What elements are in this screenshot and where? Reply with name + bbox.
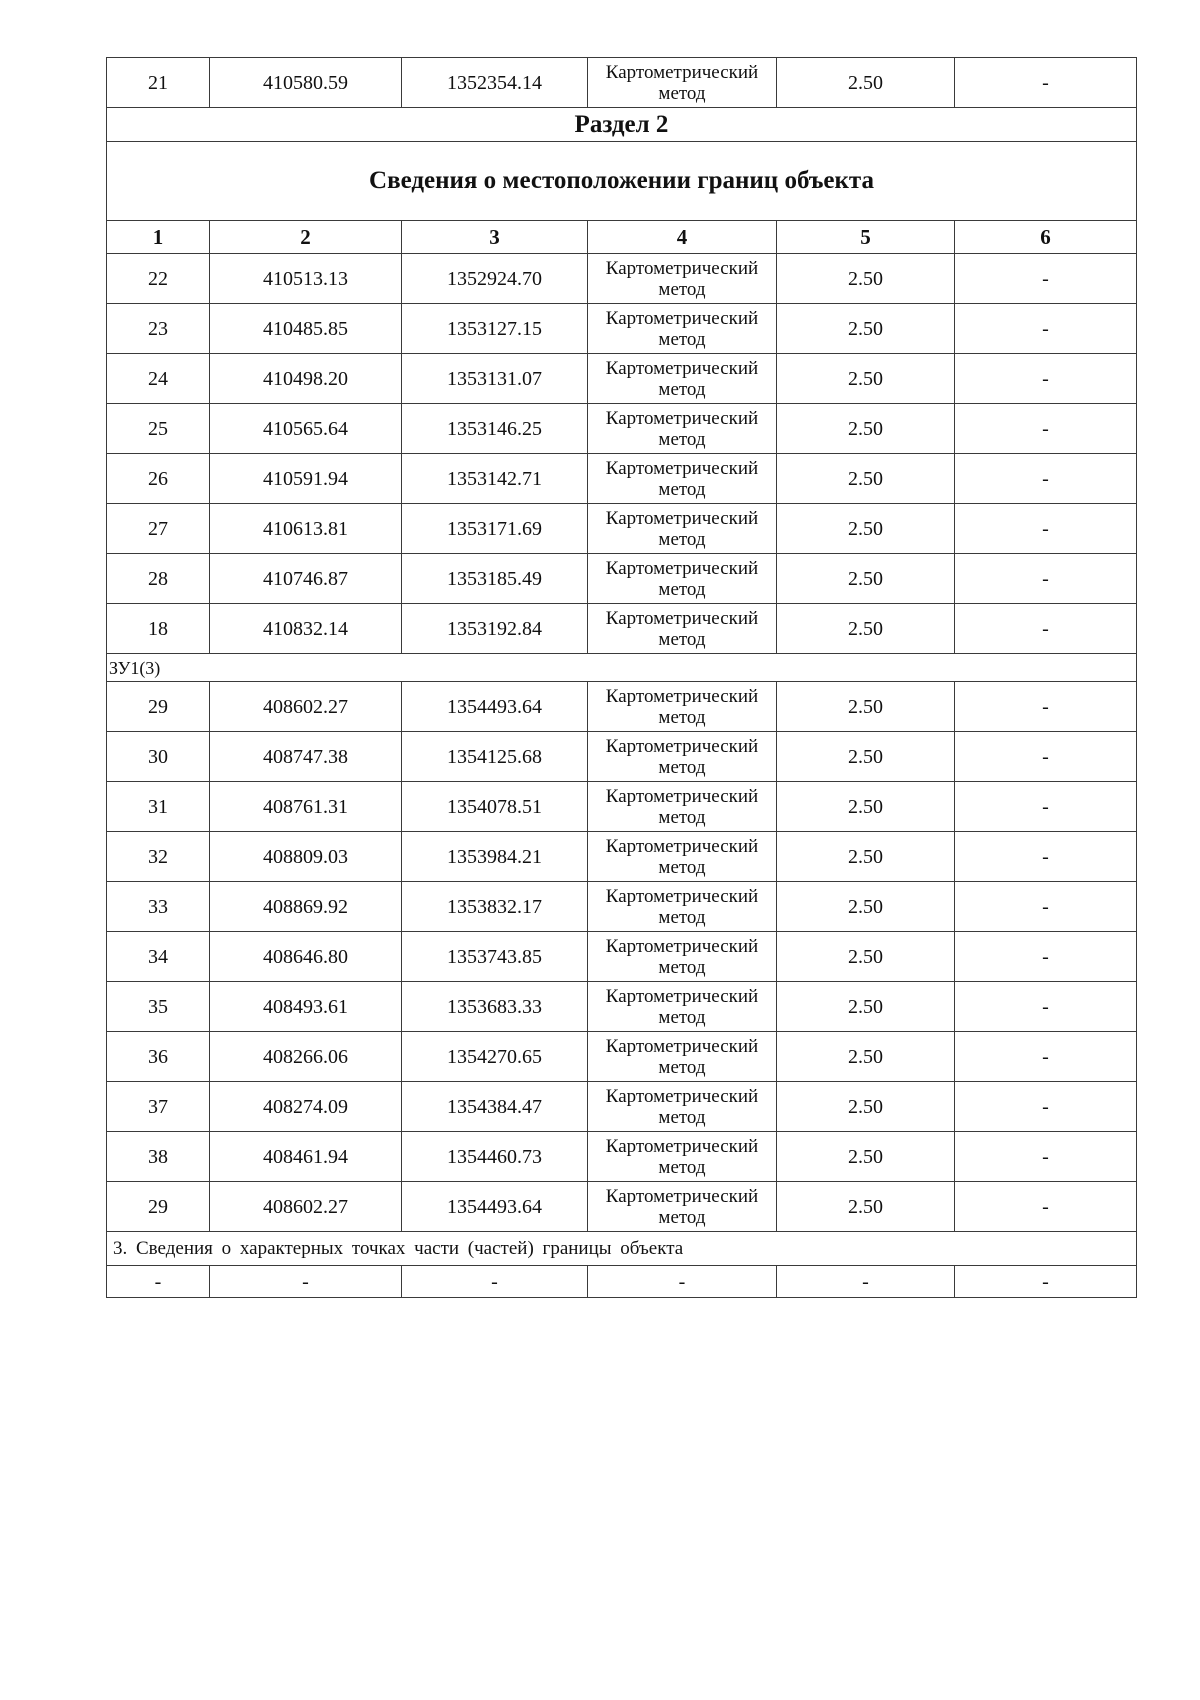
accuracy-cell: 2.50	[777, 1082, 955, 1132]
table-row	[107, 1082, 1137, 1132]
x-coordinate-cell: 408869.92	[210, 882, 402, 932]
x-coordinate-cell: 410513.13	[210, 254, 402, 304]
method-line-1: Картометрический	[605, 685, 759, 707]
description-cell: -	[955, 882, 1137, 932]
method-cell	[588, 732, 777, 782]
method-line-2: метод	[658, 706, 706, 728]
table-row	[107, 682, 1137, 732]
rows-part-2	[107, 682, 1137, 1232]
x-coordinate-cell: 408493.61	[210, 982, 402, 1032]
table-row	[107, 254, 1137, 304]
x-coordinate-cell: 410746.87	[210, 554, 402, 604]
table-row	[107, 832, 1137, 882]
method-line-1: Картометрический	[605, 557, 759, 579]
description-cell: -	[955, 682, 1137, 732]
y-coordinate-cell: 1353984.21	[402, 832, 588, 882]
method-line-2: метод	[658, 478, 706, 500]
y-coordinate-cell: 1353192.84	[402, 604, 588, 654]
accuracy-cell: 2.50	[777, 354, 955, 404]
table-row	[107, 604, 1137, 654]
table-row	[107, 732, 1137, 782]
method-line-2: метод	[658, 1056, 706, 1078]
method-cell	[588, 254, 777, 304]
x-coordinate-cell: 408809.03	[210, 832, 402, 882]
method-line-1: Картометрический	[605, 507, 759, 529]
table-row	[107, 304, 1137, 354]
rows-part-1	[107, 254, 1137, 654]
method-line-2: метод	[658, 806, 706, 828]
accuracy-cell: 2.50	[777, 404, 955, 454]
table-row	[107, 982, 1137, 1032]
description-cell: -	[955, 404, 1137, 454]
dash-cell: -	[777, 1266, 955, 1298]
column-number-header	[107, 221, 1137, 254]
method-line-2: метод	[658, 628, 706, 650]
empty-dash-row	[107, 1266, 1137, 1298]
x-coordinate-cell: 410613.81	[210, 504, 402, 554]
method-cell	[588, 882, 777, 932]
y-coordinate-cell: 1353171.69	[402, 504, 588, 554]
description-cell: -	[955, 304, 1137, 354]
method-line-1: Картометрический	[605, 985, 759, 1007]
section-heading	[107, 108, 1137, 254]
x-coordinate-cell: 410591.94	[210, 454, 402, 504]
point-number-cell: 33	[107, 882, 210, 932]
description-cell: -	[955, 254, 1137, 304]
method-line-2: метод	[658, 1156, 706, 1178]
table-row	[107, 782, 1137, 832]
x-coordinate-cell: 410580.59	[210, 58, 402, 108]
x-coordinate-cell: 408761.31	[210, 782, 402, 832]
group-heading	[107, 654, 1137, 682]
method-line-1: Картометрический	[605, 1085, 759, 1107]
x-coordinate-cell: 408602.27	[210, 682, 402, 732]
method-cell	[588, 504, 777, 554]
method-line-1: Картометрический	[605, 61, 759, 83]
x-coordinate-cell: 408747.38	[210, 732, 402, 782]
column-header: 2	[210, 221, 402, 254]
dash-cell: -	[107, 1266, 210, 1298]
dash-cell: -	[588, 1266, 777, 1298]
method-cell	[588, 1182, 777, 1232]
accuracy-cell: 2.50	[777, 682, 955, 732]
point-number-cell: 28	[107, 554, 210, 604]
method-line-2: метод	[658, 956, 706, 978]
method-line-2: метод	[658, 1006, 706, 1028]
y-coordinate-cell: 1353743.85	[402, 932, 588, 982]
method-line-2: метод	[658, 856, 706, 878]
x-coordinate-cell: 408602.27	[210, 1182, 402, 1232]
method-cell	[588, 304, 777, 354]
x-coordinate-cell: 410565.64	[210, 404, 402, 454]
point-number-cell: 29	[107, 1182, 210, 1232]
point-number-cell: 27	[107, 504, 210, 554]
boundary-points-table	[106, 57, 1137, 1298]
y-coordinate-cell: 1353142.71	[402, 454, 588, 504]
method-cell	[588, 404, 777, 454]
y-coordinate-cell: 1354384.47	[402, 1082, 588, 1132]
part-points-note: 3. Сведения о характерных точках части (частей) границы объекта	[107, 1232, 1137, 1266]
accuracy-cell: 2.50	[777, 304, 955, 354]
column-header: 3	[402, 221, 588, 254]
section-title: Раздел 2	[107, 108, 1137, 142]
y-coordinate-cell: 1352924.70	[402, 254, 588, 304]
method-line-2: метод	[658, 578, 706, 600]
y-coordinate-cell: 1354270.65	[402, 1032, 588, 1082]
accuracy-cell: 2.50	[777, 604, 955, 654]
accuracy-cell: 2.50	[777, 454, 955, 504]
point-number-cell: 32	[107, 832, 210, 882]
method-line-2: метод	[658, 82, 706, 104]
description-cell: -	[955, 782, 1137, 832]
method-line-1: Картометрический	[605, 785, 759, 807]
y-coordinate-cell: 1354460.73	[402, 1132, 588, 1182]
point-number-cell: 30	[107, 732, 210, 782]
y-coordinate-cell: 1354125.68	[402, 732, 588, 782]
description-cell: -	[955, 832, 1137, 882]
point-number-cell: 31	[107, 782, 210, 832]
method-line-1: Картометрический	[605, 257, 759, 279]
description-cell: -	[955, 454, 1137, 504]
y-coordinate-cell: 1354493.64	[402, 682, 588, 732]
description-cell: -	[955, 1182, 1137, 1232]
method-line-2: метод	[658, 378, 706, 400]
method-line-2: метод	[658, 328, 706, 350]
x-coordinate-cell: 408266.06	[210, 1032, 402, 1082]
y-coordinate-cell: 1353146.25	[402, 404, 588, 454]
method-line-1: Картометрический	[605, 935, 759, 957]
table-row	[107, 1032, 1137, 1082]
description-cell: -	[955, 982, 1137, 1032]
accuracy-cell: 2.50	[777, 1132, 955, 1182]
method-line-2: метод	[658, 1106, 706, 1128]
table-row	[107, 554, 1137, 604]
method-line-1: Картометрический	[605, 1135, 759, 1157]
method-line-2: метод	[658, 428, 706, 450]
point-number-cell: 18	[107, 604, 210, 654]
description-cell: -	[955, 354, 1137, 404]
x-coordinate-cell: 410485.85	[210, 304, 402, 354]
y-coordinate-cell: 1353131.07	[402, 354, 588, 404]
method-line-1: Картометрический	[605, 457, 759, 479]
method-cell	[588, 454, 777, 504]
y-coordinate-cell: 1353185.49	[402, 554, 588, 604]
accuracy-cell: 2.50	[777, 882, 955, 932]
method-line-1: Картометрический	[605, 1035, 759, 1057]
method-cell	[588, 1032, 777, 1082]
x-coordinate-cell: 410498.20	[210, 354, 402, 404]
table-row	[107, 404, 1137, 454]
group-label: ЗУ1(3)	[107, 654, 1137, 682]
y-coordinate-cell: 1352354.14	[402, 58, 588, 108]
dash-cell: -	[955, 1266, 1137, 1298]
accuracy-cell: 2.50	[777, 554, 955, 604]
column-header: 5	[777, 221, 955, 254]
point-number-cell: 21	[107, 58, 210, 108]
method-cell	[588, 58, 777, 108]
method-cell	[588, 1132, 777, 1182]
point-number-cell: 23	[107, 304, 210, 354]
accuracy-cell: 2.50	[777, 58, 955, 108]
point-number-cell: 38	[107, 1132, 210, 1182]
method-cell	[588, 554, 777, 604]
x-coordinate-cell: 408646.80	[210, 932, 402, 982]
point-number-cell: 34	[107, 932, 210, 982]
method-cell	[588, 832, 777, 882]
accuracy-cell: 2.50	[777, 1032, 955, 1082]
method-line-2: метод	[658, 906, 706, 928]
method-cell	[588, 604, 777, 654]
point-number-cell: 22	[107, 254, 210, 304]
x-coordinate-cell: 408461.94	[210, 1132, 402, 1182]
accuracy-cell: 2.50	[777, 982, 955, 1032]
method-line-1: Картометрический	[605, 885, 759, 907]
table-row	[107, 1182, 1137, 1232]
dash-cell: -	[210, 1266, 402, 1298]
y-coordinate-cell: 1354078.51	[402, 782, 588, 832]
description-cell: -	[955, 732, 1137, 782]
section-subtitle: Сведения о местоположении границ объекта	[107, 142, 1137, 221]
column-header: 4	[588, 221, 777, 254]
table-row	[107, 454, 1137, 504]
method-line-1: Картометрический	[605, 835, 759, 857]
table-row	[107, 58, 1137, 108]
accuracy-cell: 2.50	[777, 782, 955, 832]
table-row	[107, 882, 1137, 932]
method-cell	[588, 354, 777, 404]
description-cell: -	[955, 1132, 1137, 1182]
description-cell: -	[955, 554, 1137, 604]
method-line-1: Картометрический	[605, 735, 759, 757]
description-cell: -	[955, 58, 1137, 108]
table-row	[107, 354, 1137, 404]
method-line-2: метод	[658, 528, 706, 550]
dash-cell: -	[402, 1266, 588, 1298]
point-number-cell: 36	[107, 1032, 210, 1082]
method-cell	[588, 682, 777, 732]
method-cell	[588, 782, 777, 832]
method-line-1: Картометрический	[605, 607, 759, 629]
y-coordinate-cell: 1354493.64	[402, 1182, 588, 1232]
description-cell: -	[955, 1032, 1137, 1082]
method-line-1: Картометрический	[605, 357, 759, 379]
accuracy-cell: 2.50	[777, 832, 955, 882]
description-cell: -	[955, 932, 1137, 982]
method-line-2: метод	[658, 756, 706, 778]
column-header: 6	[955, 221, 1137, 254]
accuracy-cell: 2.50	[777, 254, 955, 304]
table-footer	[107, 1232, 1137, 1298]
column-header: 1	[107, 221, 210, 254]
method-line-1: Картометрический	[605, 407, 759, 429]
accuracy-cell: 2.50	[777, 932, 955, 982]
method-line-1: Картометрический	[605, 307, 759, 329]
y-coordinate-cell: 1353832.17	[402, 882, 588, 932]
rows-before-section	[107, 58, 1137, 108]
point-number-cell: 24	[107, 354, 210, 404]
method-cell	[588, 982, 777, 1032]
description-cell: -	[955, 1082, 1137, 1132]
table-row	[107, 504, 1137, 554]
point-number-cell: 35	[107, 982, 210, 1032]
method-cell	[588, 1082, 777, 1132]
x-coordinate-cell: 408274.09	[210, 1082, 402, 1132]
method-cell	[588, 932, 777, 982]
accuracy-cell: 2.50	[777, 732, 955, 782]
description-cell: -	[955, 504, 1137, 554]
y-coordinate-cell: 1353127.15	[402, 304, 588, 354]
point-number-cell: 26	[107, 454, 210, 504]
y-coordinate-cell: 1353683.33	[402, 982, 588, 1032]
accuracy-cell: 2.50	[777, 1182, 955, 1232]
point-number-cell: 37	[107, 1082, 210, 1132]
point-number-cell: 29	[107, 682, 210, 732]
method-line-1: Картометрический	[605, 1185, 759, 1207]
table-row	[107, 1132, 1137, 1182]
method-line-2: метод	[658, 278, 706, 300]
x-coordinate-cell: 410832.14	[210, 604, 402, 654]
method-line-2: метод	[658, 1206, 706, 1228]
table-row	[107, 932, 1137, 982]
accuracy-cell: 2.50	[777, 504, 955, 554]
point-number-cell: 25	[107, 404, 210, 454]
description-cell: -	[955, 604, 1137, 654]
